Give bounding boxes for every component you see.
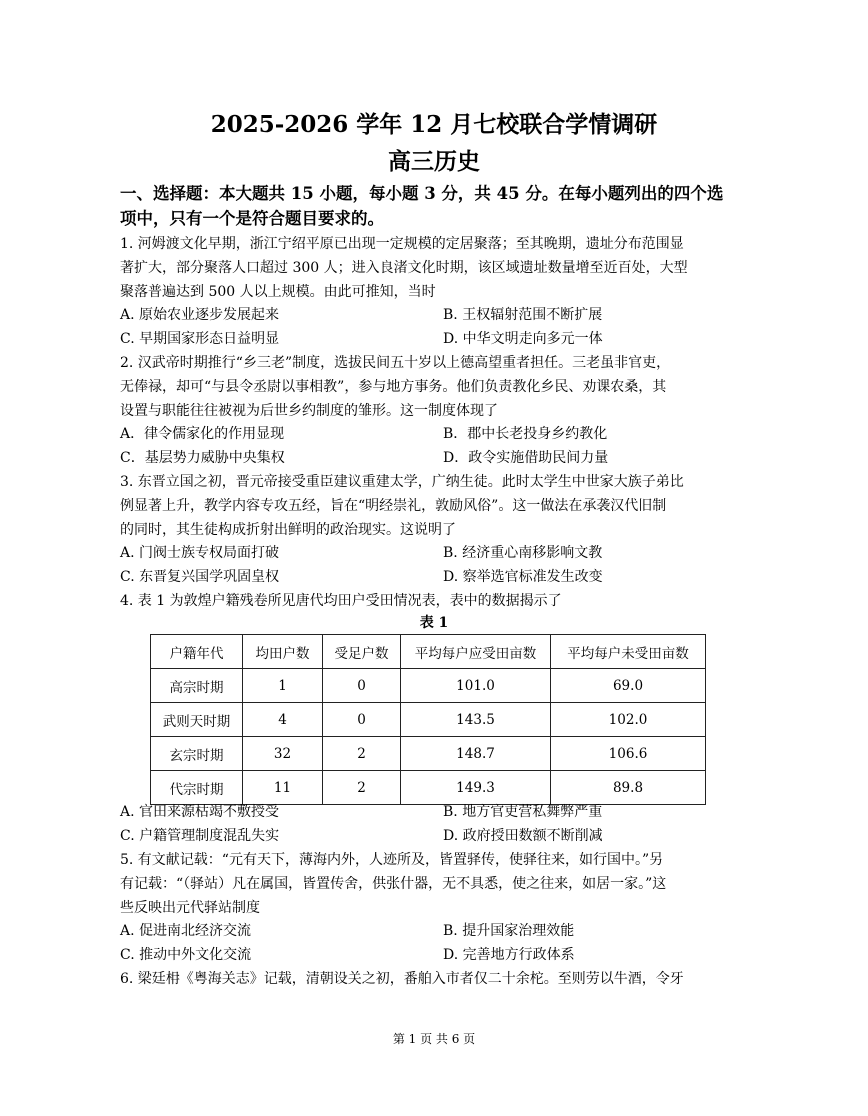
table-header-cell: 均田户数: [243, 635, 323, 669]
table-header-cell: 平均每户应受田亩数: [401, 635, 551, 669]
table-row: [151, 703, 706, 737]
question-text-line: 著扩大，部分聚落人口超过 300 人；进入良渚文化时期，该区域遗址数量增至近百处，大型: [120, 260, 688, 276]
q5-option-d: D. 完善地方行政体系: [443, 947, 575, 963]
exam-subject: 高三历史: [388, 148, 480, 175]
question-text-line: 2. 汉武帝时期推行“乡三老”制度，选拔民间五十岁以上德高望重者担任。三老虽非官吏，: [120, 355, 671, 371]
question-3: [120, 470, 684, 542]
q1-option-a: A. 原始农业逐步发展起来: [120, 307, 280, 323]
table-cell: 102.0: [551, 703, 706, 737]
table-header-cell: 平均每户未受田亩数: [551, 635, 706, 669]
q2-option-b: B．郡中长老投身乡约教化: [443, 426, 608, 442]
table-cell: 149.3: [401, 771, 551, 805]
table-row: [151, 669, 706, 703]
land-allocation-table: [150, 634, 706, 805]
q1-option-b: B. 王权辐射范围不断扩展: [443, 307, 603, 323]
table-cell: 143.5: [401, 703, 551, 737]
table-cell: 69.0: [551, 669, 706, 703]
q2-option-d: D．政令实施借助民间力量: [443, 450, 609, 466]
question-text-line: 有记载：“（驿站）凡在属国，皆置传舍，供张什器，无不具悉，使之往来，如居一家。”这: [120, 876, 667, 892]
question-text-line: 3. 东晋立国之初，晋元帝接受重臣建议重建太学，广纳生徒。此时太学生中世家大族子弟比: [120, 474, 684, 490]
q3-option-d: D. 察举选官标准发生改变: [443, 569, 603, 585]
q4-option-a: A. 官田来源枯竭不敷授受: [120, 804, 280, 820]
q4-option-b: B. 地方官吏营私舞弊严重: [443, 804, 603, 820]
table-cell: 11: [243, 771, 323, 805]
table-cell: 高宗时期: [151, 669, 243, 703]
table-cell: 0: [323, 703, 401, 737]
question-5: [120, 848, 666, 920]
question-text-line: 无俸禄，却可“与县令丞尉以事相教”，参与地方事务。他们负责教化乡民、劝课农桑，其: [120, 379, 667, 395]
table-cell: 2: [323, 737, 401, 771]
question-text-line: 例显著上升，教学内容专攻五经，旨在“明经崇礼，敦励风俗”。这一做法在承袭汉代旧制: [120, 498, 667, 514]
question-text-line: 设置与职能往往被视为后世乡约制度的雏形。这一制度体现了: [120, 403, 498, 419]
exam-title: 2025-2026 学年 12 月七校联合学情调研: [210, 111, 658, 138]
table-caption: 表 1: [419, 615, 449, 631]
page-footer: 第 1 页 共 6 页: [392, 1032, 476, 1046]
question-text-line: 5. 有文献记载：“元有天下，薄海内外，人迹所及，皆置驿传，使驿往来，如行国中。”另: [120, 852, 664, 868]
q3-option-c: C. 东晋复兴国学巩固皇权: [120, 569, 280, 585]
table-cell: 148.7: [401, 737, 551, 771]
question-2: [120, 351, 670, 423]
section-heading-line: 项中，只有一个是符合题目要求的。: [120, 209, 384, 228]
table-cell: 0: [323, 669, 401, 703]
question-4: [120, 589, 562, 613]
q5-option-c: C. 推动中外文化交流: [120, 947, 252, 963]
question-6: [120, 967, 684, 991]
q4-option-d: D. 政府授田数额不断削减: [443, 828, 603, 844]
table-cell: 101.0: [401, 669, 551, 703]
table-cell: 玄宗时期: [151, 737, 243, 771]
table-cell: 4: [243, 703, 323, 737]
q5-option-b: B. 提升国家治理效能: [443, 923, 575, 939]
q1-option-d: D. 中华文明走向多元一体: [443, 331, 603, 347]
table-header-cell: 受足户数: [323, 635, 401, 669]
q2-option-a: A．律令儒家化的作用显现: [120, 426, 285, 442]
table-cell: 106.6: [551, 737, 706, 771]
table-cell: 武则天时期: [151, 703, 243, 737]
table-cell: 2: [323, 771, 401, 805]
question-1: [120, 232, 688, 304]
section-heading: [120, 181, 723, 231]
question-text-line: 6. 梁廷枏《粤海关志》记载，清朝设关之初，番舶入市者仅二十余柁。至则劳以牛酒，令牙: [120, 971, 684, 987]
q3-option-a: A. 门阀士族专权局面打破: [120, 545, 280, 561]
question-text-line: 1. 河姆渡文化早期，浙江宁绍平原已出现一定规模的定居聚落；至其晚期，遗址分布范围显: [120, 236, 684, 252]
section-heading-line: 一、选择题：本大题共 15 小题，每小题 3 分，共 45 分。在每小题列出的四个选: [120, 184, 724, 203]
question-text-line: 聚落普遍达到 500 人以上规模。由此可推知，当时: [120, 284, 436, 300]
q4-option-c: C. 户籍管理制度混乱失实: [120, 828, 280, 844]
table-header-cell: 户籍年代: [151, 635, 243, 669]
table-cell: 1: [243, 669, 323, 703]
question-text-line: 的同时，其生徒构成折射出鲜明的政治现实。这说明了: [120, 522, 456, 538]
table-cell: 89.8: [551, 771, 706, 805]
question-text-line: 些反映出元代驿站制度: [120, 900, 260, 916]
table-cell: 32: [243, 737, 323, 771]
q3-option-b: B. 经济重心南移影响文教: [443, 545, 603, 561]
table-cell: 代宗时期: [151, 771, 243, 805]
table-row: [151, 737, 706, 771]
q2-option-c: C．基层势力威胁中央集权: [120, 450, 285, 466]
question-text-line: 4. 表 1 为敦煌户籍残卷所见唐代均田户受田情况表，表中的数据揭示了: [120, 593, 562, 609]
table-header-row: [151, 635, 706, 669]
q5-option-a: A. 促进南北经济交流: [120, 923, 252, 939]
q1-option-c: C. 早期国家形态日益明显: [120, 331, 280, 347]
